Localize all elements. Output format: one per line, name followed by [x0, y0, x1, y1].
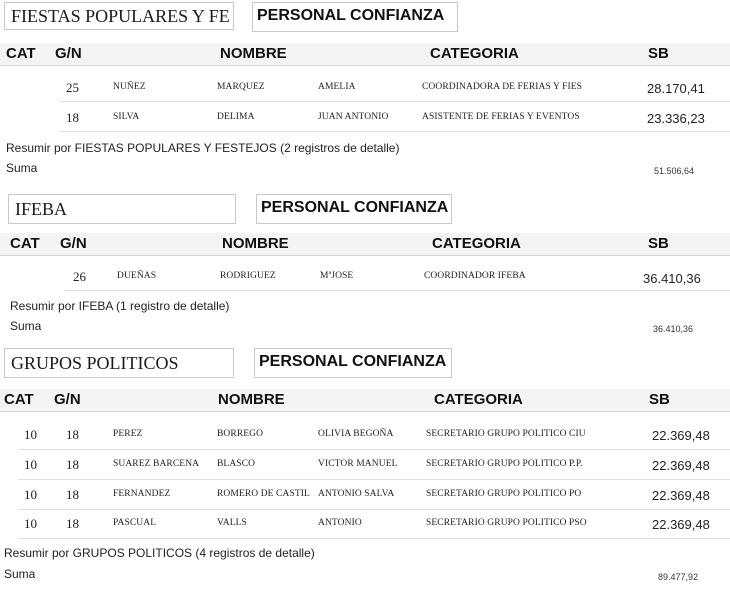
header-sb: SB — [649, 391, 670, 408]
row-apellido2: VALLS — [217, 518, 247, 528]
row-nombre: JUAN ANTONIO — [318, 112, 389, 122]
section-total: 51.506,64 — [654, 166, 695, 176]
header-cat: CAT — [4, 391, 34, 408]
row-apellido1: FERNANDEZ — [113, 489, 171, 499]
row-apellido1: SILVA — [113, 112, 140, 122]
row-sb: 22.369,48 — [652, 428, 710, 443]
row-apellido2: MARQUEZ — [217, 82, 265, 92]
header-sb: SB — [648, 45, 669, 62]
summary-text: Resumir por IFEBA (1 registro de detalle) — [10, 299, 230, 313]
row-categoria: SECRETARIO GRUPO POLITICO PO — [426, 489, 582, 499]
header-nombre: NOMBRE — [220, 45, 287, 62]
row-gn: 26 — [73, 269, 86, 284]
row-cat: 10 — [24, 457, 37, 472]
row-gn: 18 — [66, 427, 79, 442]
row-cat: 10 — [24, 516, 37, 531]
row-categoria: ASISTENTE DE FERIAS Y EVENTOS — [422, 112, 580, 122]
personal-confianza-label: PERSONAL CONFIANZA — [252, 2, 458, 32]
row-gn: 18 — [66, 457, 79, 472]
row-apellido1: DUEÑAS — [117, 271, 157, 281]
row-sb: 22.369,48 — [652, 458, 710, 473]
row-separator — [18, 449, 730, 450]
row-separator — [18, 538, 730, 539]
row-sb: 23.336,23 — [647, 111, 705, 126]
personal-confianza-label: PERSONAL CONFIANZA — [254, 348, 452, 378]
row-gn: 18 — [66, 487, 79, 502]
row-gn: 18 — [66, 110, 79, 125]
row-sb: 28.170,41 — [647, 81, 705, 96]
header-sb: SB — [648, 235, 669, 252]
row-categoria: SECRETARIO GRUPO POLITICO CIU — [426, 429, 586, 439]
row-apellido2: ROMERO DE CASTIL — [217, 489, 310, 499]
header-categoria: CATEGORIA — [432, 235, 521, 252]
header-gn: G/N — [55, 45, 82, 62]
row-nombre: VICTOR MANUEL — [318, 459, 398, 469]
row-sb: 22.369,48 — [652, 517, 710, 532]
row-sb: 22.369,48 — [652, 488, 710, 503]
header-cat: CAT — [6, 45, 36, 62]
row-sb: 36.410,36 — [643, 271, 701, 286]
header-nombre: NOMBRE — [218, 391, 285, 408]
section-title: IFEBA — [8, 194, 236, 224]
row-categoria: COORDINADORA DE FERIAS Y FIES — [422, 82, 583, 92]
row-apellido2: BLASCO — [217, 459, 256, 469]
row-apellido2: RODRIGUEZ — [220, 271, 276, 281]
suma-label: Suma — [4, 567, 36, 581]
row-apellido1: SUAREZ BARCENA — [113, 459, 200, 469]
row-categoria: SECRETARIO GRUPO POLITICO PSO — [426, 518, 587, 528]
summary-text: Resumir por FIESTAS POPULARES Y FESTEJOS (2 registros de detalle) — [6, 141, 400, 155]
header-gn: G/N — [60, 235, 87, 252]
row-nombre: ANTONIO SALVA — [318, 489, 395, 499]
section-title: FIESTAS POPULARES Y FE — [4, 2, 234, 30]
row-apellido2: DELIMA — [217, 112, 255, 122]
row-separator — [60, 131, 730, 132]
row-apellido1: PASCUAL — [113, 518, 157, 528]
section-title: GRUPOS POLITICOS — [4, 348, 234, 378]
header-categoria: CATEGORIA — [430, 45, 519, 62]
row-nombre: MªJOSE — [320, 271, 354, 281]
header-gn: G/N — [54, 391, 81, 408]
row-apellido2: BORREGO — [217, 429, 264, 439]
row-apellido1: NUÑEZ — [113, 82, 146, 92]
row-cat: 10 — [24, 487, 37, 502]
row-categoria: COORDINADOR IFEBA — [424, 271, 526, 281]
row-separator — [18, 479, 730, 480]
row-categoria: SECRETARIO GRUPO POLITICO P.P. — [426, 459, 583, 469]
row-cat: 10 — [24, 427, 37, 442]
header-categoria: CATEGORIA — [434, 391, 523, 408]
row-separator — [60, 101, 730, 102]
row-nombre: OLIVIA BEGOÑA — [318, 429, 394, 439]
row-nombre: ANTONIO — [318, 518, 362, 528]
row-separator — [64, 290, 730, 291]
section-total: 36.410,36 — [653, 324, 694, 334]
personal-confianza-label: PERSONAL CONFIANZA — [256, 194, 452, 224]
row-gn: 25 — [66, 80, 79, 95]
row-gn: 18 — [66, 516, 79, 531]
row-separator — [18, 509, 730, 510]
row-apellido1: PEREZ — [113, 429, 143, 439]
summary-text: Resumir por GRUPOS POLITICOS (4 registros de detalle) — [4, 546, 315, 560]
row-nombre: AMELIA — [318, 82, 356, 92]
suma-label: Suma — [10, 319, 42, 333]
table-header — [0, 43, 730, 66]
section-total: 89.477,92 — [658, 572, 699, 582]
table-header — [0, 389, 730, 412]
header-nombre: NOMBRE — [222, 235, 289, 252]
header-cat: CAT — [10, 235, 40, 252]
table-header — [0, 233, 730, 256]
suma-label: Suma — [6, 161, 38, 175]
